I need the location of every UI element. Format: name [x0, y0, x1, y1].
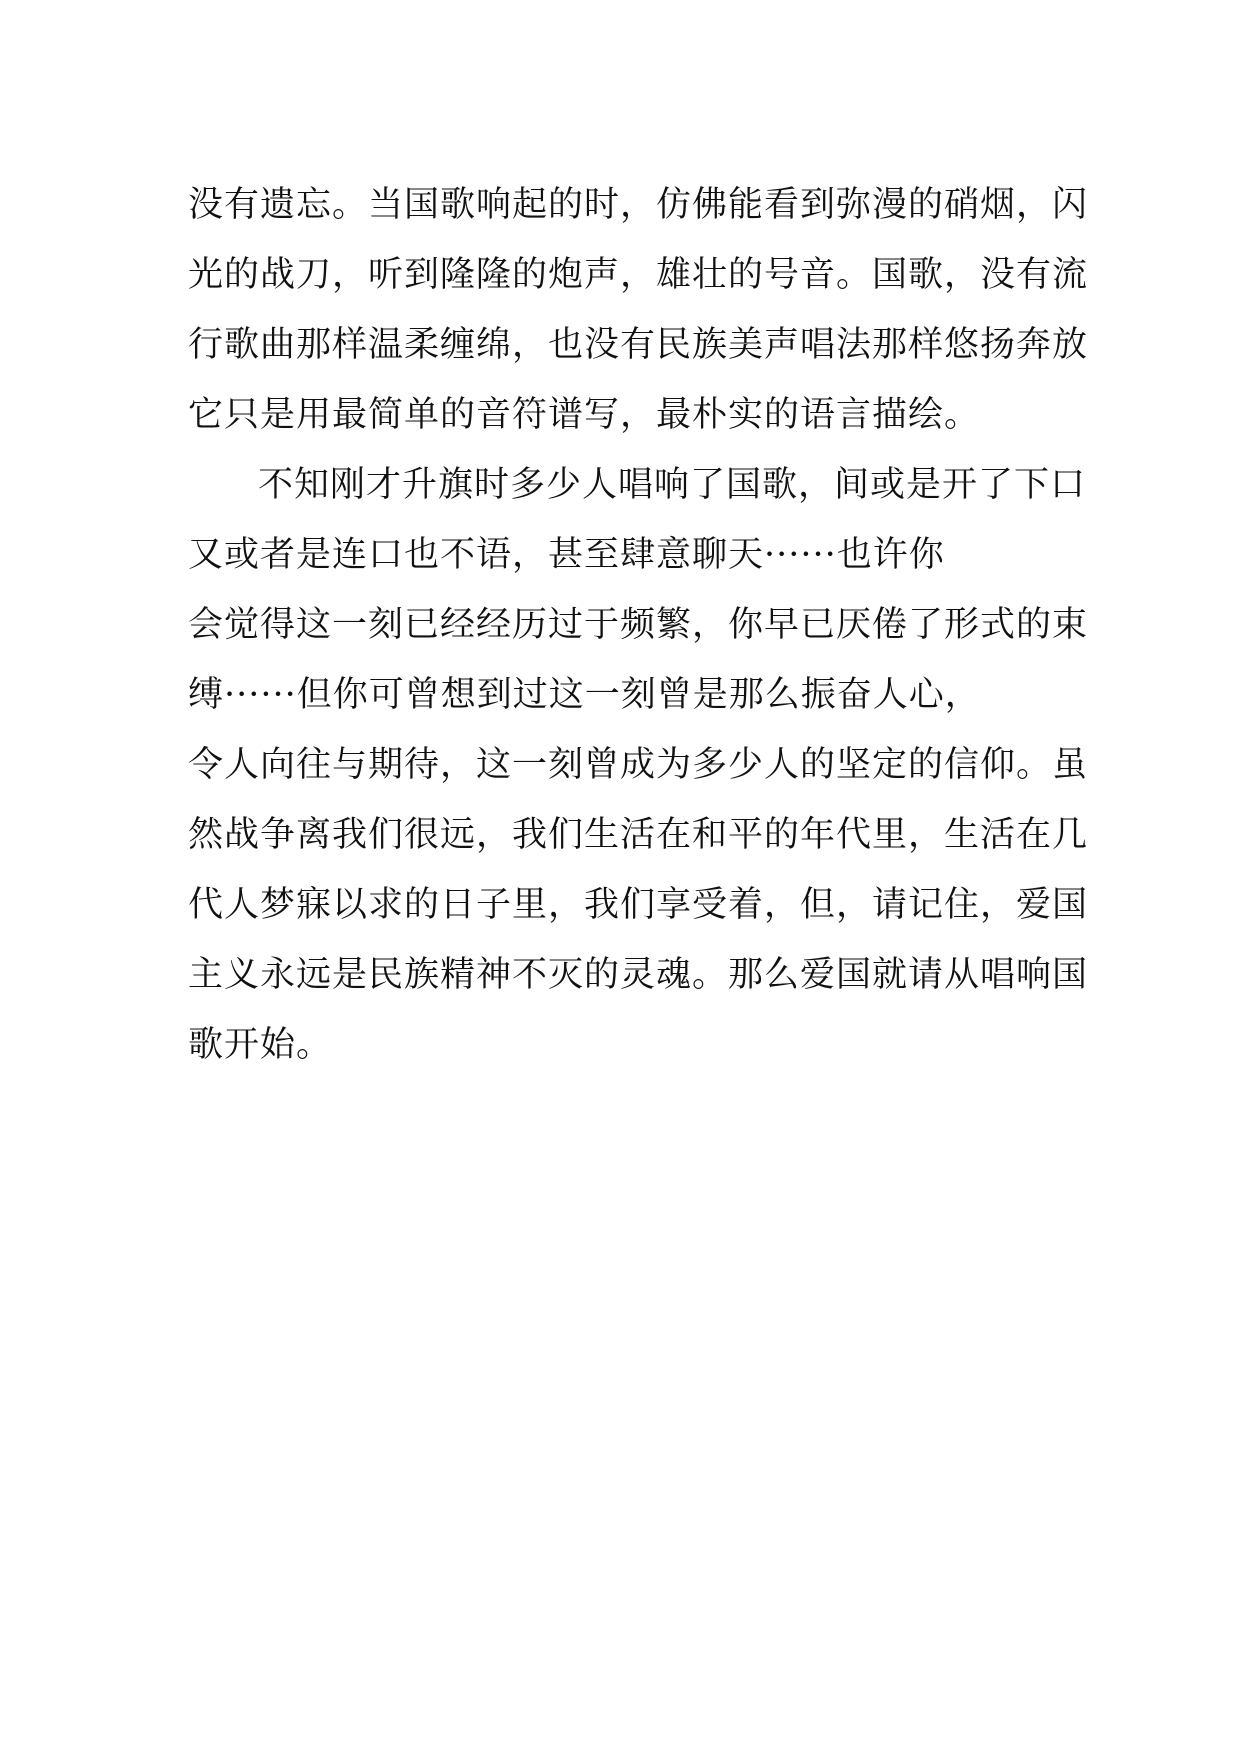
text-line: 歌开始。: [188, 1025, 333, 1065]
text-line: 主义永远是民族精神不灭的灵魂。那么爱国就请从唱响国: [188, 955, 1089, 995]
text-line: 缚······但你可曾想到过这一刻曾是那么振奋人心，: [188, 675, 981, 715]
text-line: 会觉得这一刻已经经历过于频繁，你早已厌倦了形式的束: [188, 605, 1089, 645]
text-line: 行歌曲那样温柔缠绵，也没有民族美声唱法那样悠扬奔放: [188, 325, 1089, 365]
paragraph-2: [188, 450, 1089, 1080]
text-line: 又或者是连口也不语，甚至肆意聊天······也许你: [188, 535, 945, 575]
text-line: 没有遗忘。当国歌响起的时，仿佛能看到弥漫的硝烟，闪: [188, 185, 1089, 225]
paragraph-1: [188, 170, 1089, 450]
text-line: 不知刚才升旗时多少人唱响了国歌，间或是开了下口: [258, 465, 1087, 505]
essay-text: [188, 170, 1089, 1080]
text-line: 代人梦寐以求的日子里，我们享受着，但，请记住，爱国: [188, 885, 1089, 925]
text-line: 然战争离我们很远，我们生活在和平的年代里，生活在几: [188, 815, 1089, 855]
text-line: 光的战刀，听到隆隆的炮声，雄壮的号音。国歌，没有流: [188, 255, 1089, 295]
text-line: 令人向往与期待，这一刻曾成为多少人的坚定的信仰。虽: [188, 745, 1089, 785]
text-line: 它只是用最简单的音符谱写，最朴实的语言描绘。: [188, 395, 981, 435]
